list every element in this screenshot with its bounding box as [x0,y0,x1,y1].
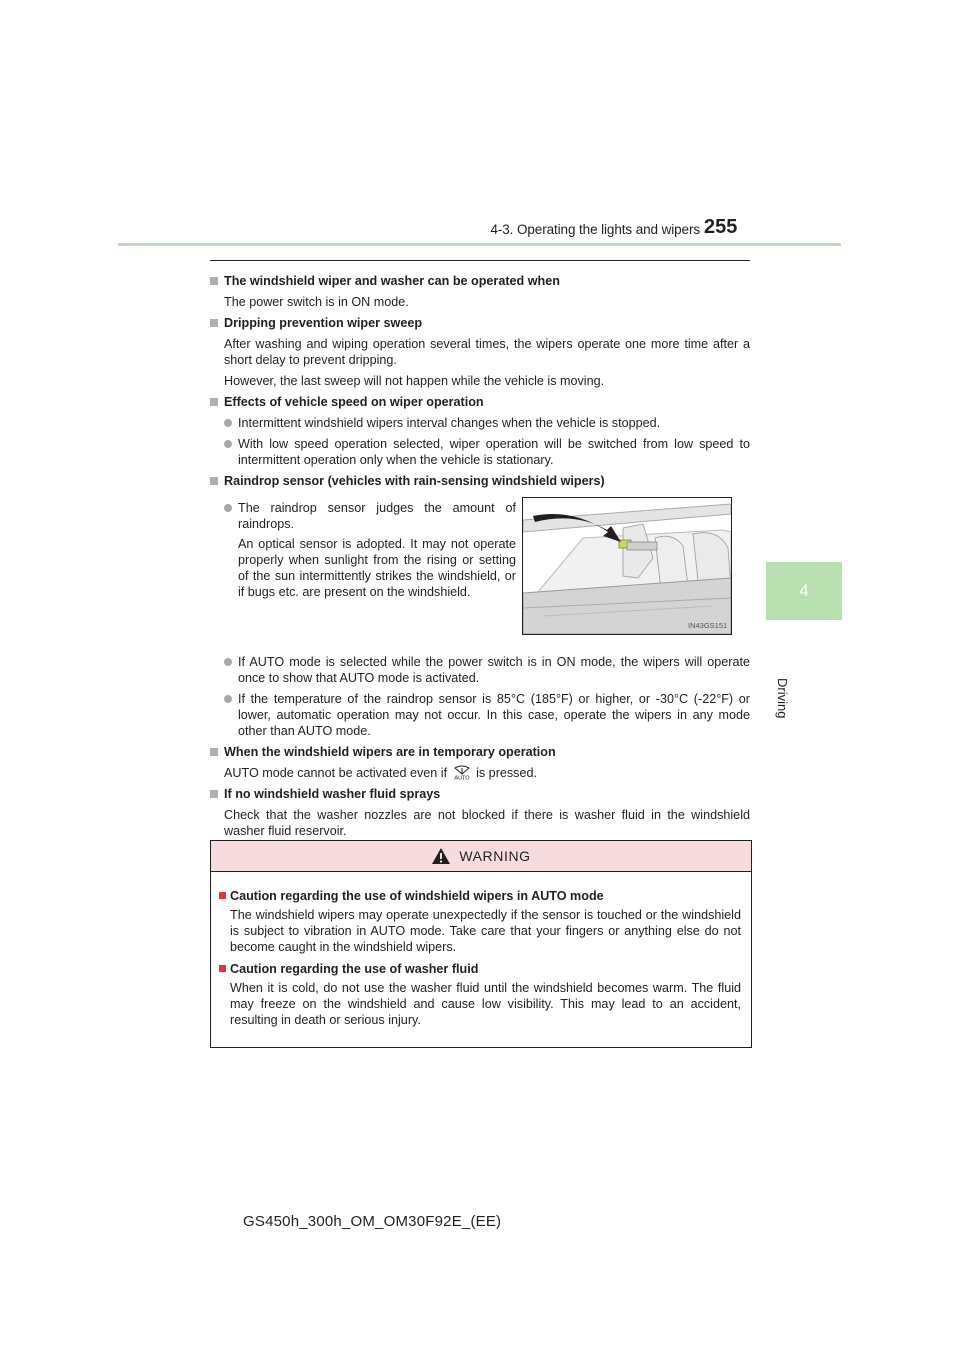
chapter-label: Driving [775,678,790,719]
warning-triangle-icon [431,847,451,865]
section-text: Check that the washer nozzles are not blocked if there is washer fluid in the windshield washer fluid reservoir. [224,808,750,838]
header-rule [118,243,841,246]
auto-icon-label: AUTO [454,775,470,780]
warning-heading: WARNING [459,848,531,864]
section-text: The power switch is in ON mode. [224,295,409,309]
warning-item-text: When it is cold, do not use the washer fluid until the windshield becomes warm. The fluid may freeze on the windshield and cause low visibility. This may lead to an accident, resulting in death or serious injury. [230,981,741,1027]
bullet-item: Intermittent windshield wipers interval changes when the vehicle is stopped. [210,415,750,431]
raindrop-sensor-illustration [522,497,732,635]
section-text: However, the last sweep will not happen while the vehicle is moving. [224,374,605,388]
section-title: Effects of vehicle speed on wiper operation [210,394,750,410]
text-before-icon: AUTO mode cannot be activated even if [224,766,451,780]
raindrop-sensor-text [210,495,516,600]
text-after-icon: is pressed. [472,766,537,780]
illustration-code: IN43GS151 [688,621,728,630]
section-text: After washing and wiping operation several times, the wipers operate one more time after a short delay to prevent dripping. [224,337,750,367]
bullet-item: With low speed operation selected, wiper operation will be switched from low speed to intermittent operation only when the vehicle is stationary. [210,436,750,468]
section-title: Dripping prevention wiper sweep [210,315,750,331]
warning-header [211,841,751,872]
warning-item-title: Caution regarding the use of washer fluid [219,961,741,977]
section-text [210,765,750,781]
warning-box [210,840,752,1048]
auto-wiper-icon [451,765,473,780]
section-title: If no windshield washer fluid sprays [210,786,750,802]
raindrop-sensor-row [210,495,750,649]
warning-item-title: Caution regarding the use of windshield wipers in AUTO mode [219,888,741,904]
warning-item-text: The windshield wipers may operate unexpectedly if the sensor is touched or the windshield is subject to vibration in AUTO mode. Take care that your fingers or anything else do not become caught in the windshield wipers. [230,908,741,954]
document-id: GS450h_300h_OM_OM30F92E_(EE) [243,1213,502,1230]
chapter-tab[interactable] [766,562,842,620]
section-title: The windshield wiper and washer can be operated when [210,273,750,289]
content-top-rule [210,260,750,261]
chapter-side-label [770,632,830,719]
section-text: An optical sensor is adopted. It may not operate properly when sunlight from the rising or setting of the sun intermittently strikes the windshield, or if bugs etc. are present on the windshield. [238,537,516,599]
bullet-item: The raindrop sensor judges the amount of raindrops. [210,500,516,532]
page-number: 255 [704,216,738,238]
section-title: When the windshield wipers are in temporary operation [210,744,750,760]
main-content [210,268,750,839]
chapter-title: 4-3. Operating the lights and wipers [490,222,700,237]
warning-body [211,872,751,1028]
bullet-item: If the temperature of the raindrop sensor is 85°C (185°F) or higher, or -30°C (-22°F) or lower, automatic operation may not occur. In this case, operate the wipers in any mode other than AUTO mode. [210,691,750,739]
chapter-number: 4 [799,581,809,600]
section-title: Raindrop sensor (vehicles with rain-sensing windshield wipers) [210,473,750,489]
bullet-item: If AUTO mode is selected while the power switch is in ON mode, the wipers will operate once to show that AUTO mode is activated. [210,654,750,686]
windshield-interior-image [523,498,731,634]
